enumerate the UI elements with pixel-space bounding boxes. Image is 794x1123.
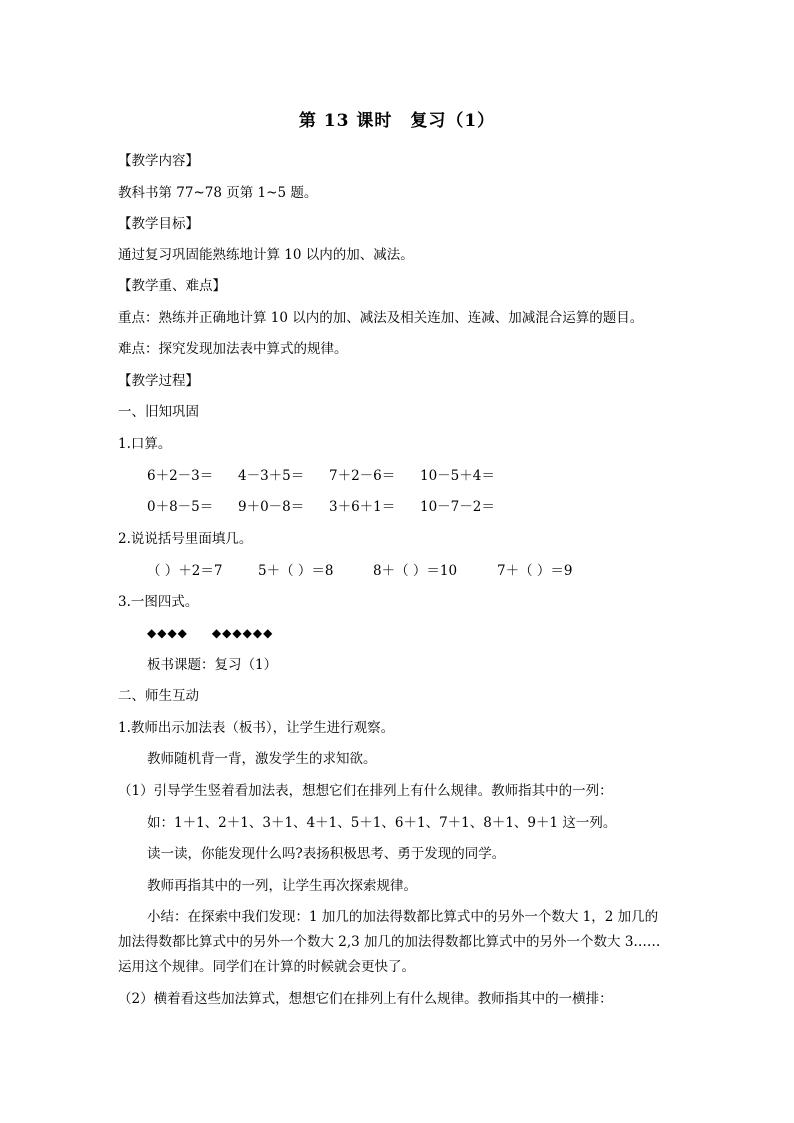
- summary-line: 小结：在探索中我们发现：1 加几的加法得数都比算式中的另外一个数大 1，2 加几的: [147, 909, 659, 925]
- section-review: 一、旧知巩固: [118, 404, 199, 420]
- math-item: 10－5＋4＝: [420, 468, 495, 484]
- section-interaction: 二、师生互动: [118, 688, 199, 704]
- heading-key-points: 【教学重、难点】: [118, 278, 226, 294]
- heading-teaching-content: 【教学内容】: [118, 153, 199, 169]
- page-title: 第 13 课时 复习（1）: [298, 111, 496, 131]
- summary-line: 运用这个规律。同学们在计算的时候就会更快了。: [118, 959, 415, 975]
- fill-item: 5＋（ ）＝8: [258, 563, 334, 579]
- process-step: 教师再指其中的一列，让学生再次探索规律。: [147, 878, 417, 894]
- mental-math-row: [147, 466, 540, 486]
- key-point-text: 重点：熟练并正确地计算 10 以内的加、减法及相关连加、连减、加减混合运算的题目。: [118, 310, 644, 326]
- fill-item: 7＋（ ）＝9: [497, 563, 573, 579]
- heading-teaching-process: 【教学过程】: [118, 373, 199, 389]
- board-topic: 板书课题：复习（1）: [147, 657, 278, 673]
- summary-line: 加法得数都比算式中的另外一个数大 2,3 加几的加法得数都比算式中的另外一个数大 3……: [118, 934, 661, 950]
- math-item: 0＋8－5＝: [147, 499, 214, 515]
- math-item: 3＋6＋1＝: [329, 499, 396, 515]
- question-fill-blanks: 2.说说括号里面填几。: [118, 531, 253, 547]
- process-step: （1）引导学生竖着看加法表，想想它们在排列上有什么规律。教师指其中的一列：: [118, 783, 613, 799]
- process-step: （2）横着看这些加法算式，想想它们在排列上有什么规律。教师指其中的一横排：: [118, 991, 613, 1007]
- question-mental-math: 1.口算。: [118, 436, 172, 452]
- process-step: 1.教师出示加法表（板书），让学生进行观察。: [118, 720, 395, 736]
- diamond-group-icon: ◆◆◆◆: [147, 626, 188, 640]
- fill-item: 8＋（ ）＝10: [373, 563, 458, 579]
- math-item: 7＋2－6＝: [329, 468, 396, 484]
- process-step: 读一读，你能发现什么吗?表扬积极思考、勇于发现的同学。: [147, 846, 506, 862]
- math-item: 10－7－2＝: [420, 499, 495, 515]
- math-item: 9＋0－8＝: [238, 499, 305, 515]
- teaching-goal-text: 通过复习巩固能熟练地计算 10 以内的加、减法。: [118, 247, 414, 263]
- diamond-picture: [147, 623, 273, 643]
- diamond-group-icon: ◆◆◆◆◆◆: [211, 626, 274, 640]
- math-item: 6＋2－3＝: [147, 468, 214, 484]
- heading-teaching-goal: 【教学目标】: [118, 216, 199, 232]
- math-item: 4－3＋5＝: [238, 468, 305, 484]
- teaching-content-text: 教科书第 77~78 页第 1~5 题。: [118, 185, 318, 201]
- fill-blanks-row: [147, 561, 597, 581]
- difficulty-text: 难点：探究发现加法表中算式的规律。: [118, 341, 348, 357]
- fill-item: （ ）＋2＝7: [147, 563, 223, 579]
- question-one-picture-four-equations: 3.一图四式。: [118, 594, 199, 610]
- mental-math-row: [147, 497, 540, 517]
- process-step: 教师随机背一背，激发学生的求知欲。: [147, 751, 377, 767]
- process-step: 如：1＋1、2＋1、3＋1、4＋1、5＋1、6＋1、7＋1、8＋1、9＋1 这一列。: [147, 815, 617, 831]
